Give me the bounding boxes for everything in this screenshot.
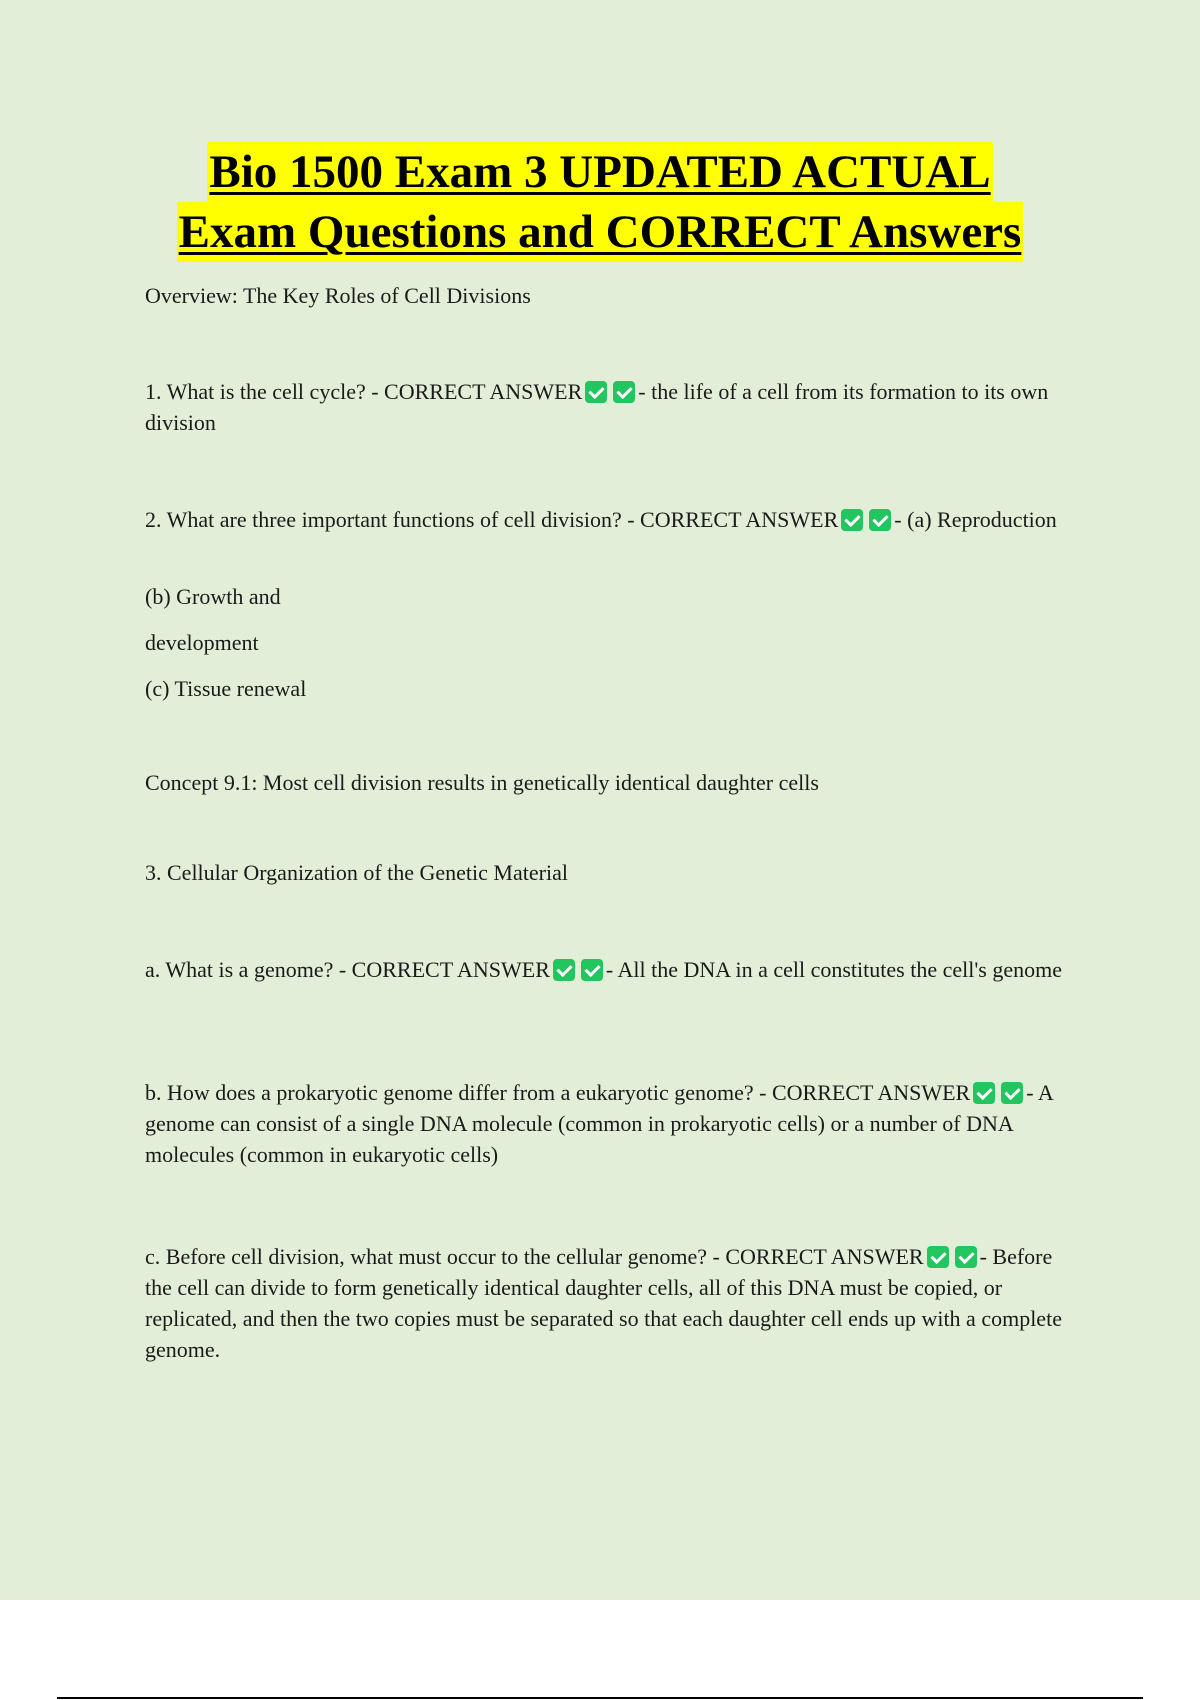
- title-line-1: Bio 1500 Exam 3 UPDATED ACTUAL: [207, 142, 992, 202]
- question-b-text: b. How does a prokaryotic genome differ from a eukaryotic genome? - CORRECT ANSWER: [145, 1080, 971, 1105]
- question-1: [145, 376, 1080, 438]
- check-box-icon: [581, 959, 603, 981]
- question-1-text: 1. What is the cell cycle? - CORRECT ANSWER: [145, 379, 583, 404]
- check-box-icon: [955, 1246, 977, 1268]
- check-box-icon: [841, 509, 863, 531]
- document-title: [0, 142, 1200, 262]
- question-b: [145, 1077, 1080, 1170]
- question-2-item-b-cont: development: [145, 630, 259, 655]
- concept-heading: Concept 9.1: Most cell division results in genetically identical daughter cells: [145, 770, 819, 795]
- question-2-answer: - (a) Reproduction: [894, 507, 1057, 532]
- question-a: [145, 954, 1080, 985]
- footer-divider: [57, 1697, 1143, 1699]
- question-a-answer: - All the DNA in a cell constitutes the cell's genome: [605, 957, 1063, 982]
- check-box-icon: [869, 509, 891, 531]
- question-1-answer: - the life of a cell from its formation to its own division: [145, 379, 1049, 435]
- title-line-2: Exam Questions and CORRECT Answers: [177, 202, 1024, 262]
- question-2-item-b: (b) Growth and: [145, 584, 281, 609]
- check-box-icon: [585, 381, 607, 403]
- check-box-icon: [973, 1082, 995, 1104]
- check-box-icon: [1001, 1082, 1023, 1104]
- question-b-answer: - A genome can consist of a single DNA molecule (common in prokaryotic cells) or a number of DNA molecules (common in eukaryotic cells): [145, 1080, 1053, 1167]
- section-3-heading: 3. Cellular Organization of the Genetic Material: [145, 860, 568, 885]
- question-2-item-c: (c) Tissue renewal: [145, 676, 307, 701]
- check-box-icon: [613, 381, 635, 403]
- check-box-icon: [927, 1246, 949, 1268]
- check-box-icon: [553, 959, 575, 981]
- overview-heading: Overview: The Key Roles of Cell Divisions: [145, 283, 531, 308]
- question-c: [145, 1241, 1080, 1365]
- question-2-text: 2. What are three important functions of cell division? - CORRECT ANSWER: [145, 507, 839, 532]
- question-2: [145, 504, 1080, 535]
- question-c-answer: - Before the cell can divide to form genetically identical daughter cells, all of this DNA must be copied, or replicated, and then the two copies must be separated so that each daughter cell ends up with a complete genome.: [145, 1244, 1062, 1362]
- question-c-text: c. Before cell division, what must occur to the cellular genome? - CORRECT ANSWER: [145, 1244, 924, 1269]
- question-a-text: a. What is a genome? - CORRECT ANSWER: [145, 957, 550, 982]
